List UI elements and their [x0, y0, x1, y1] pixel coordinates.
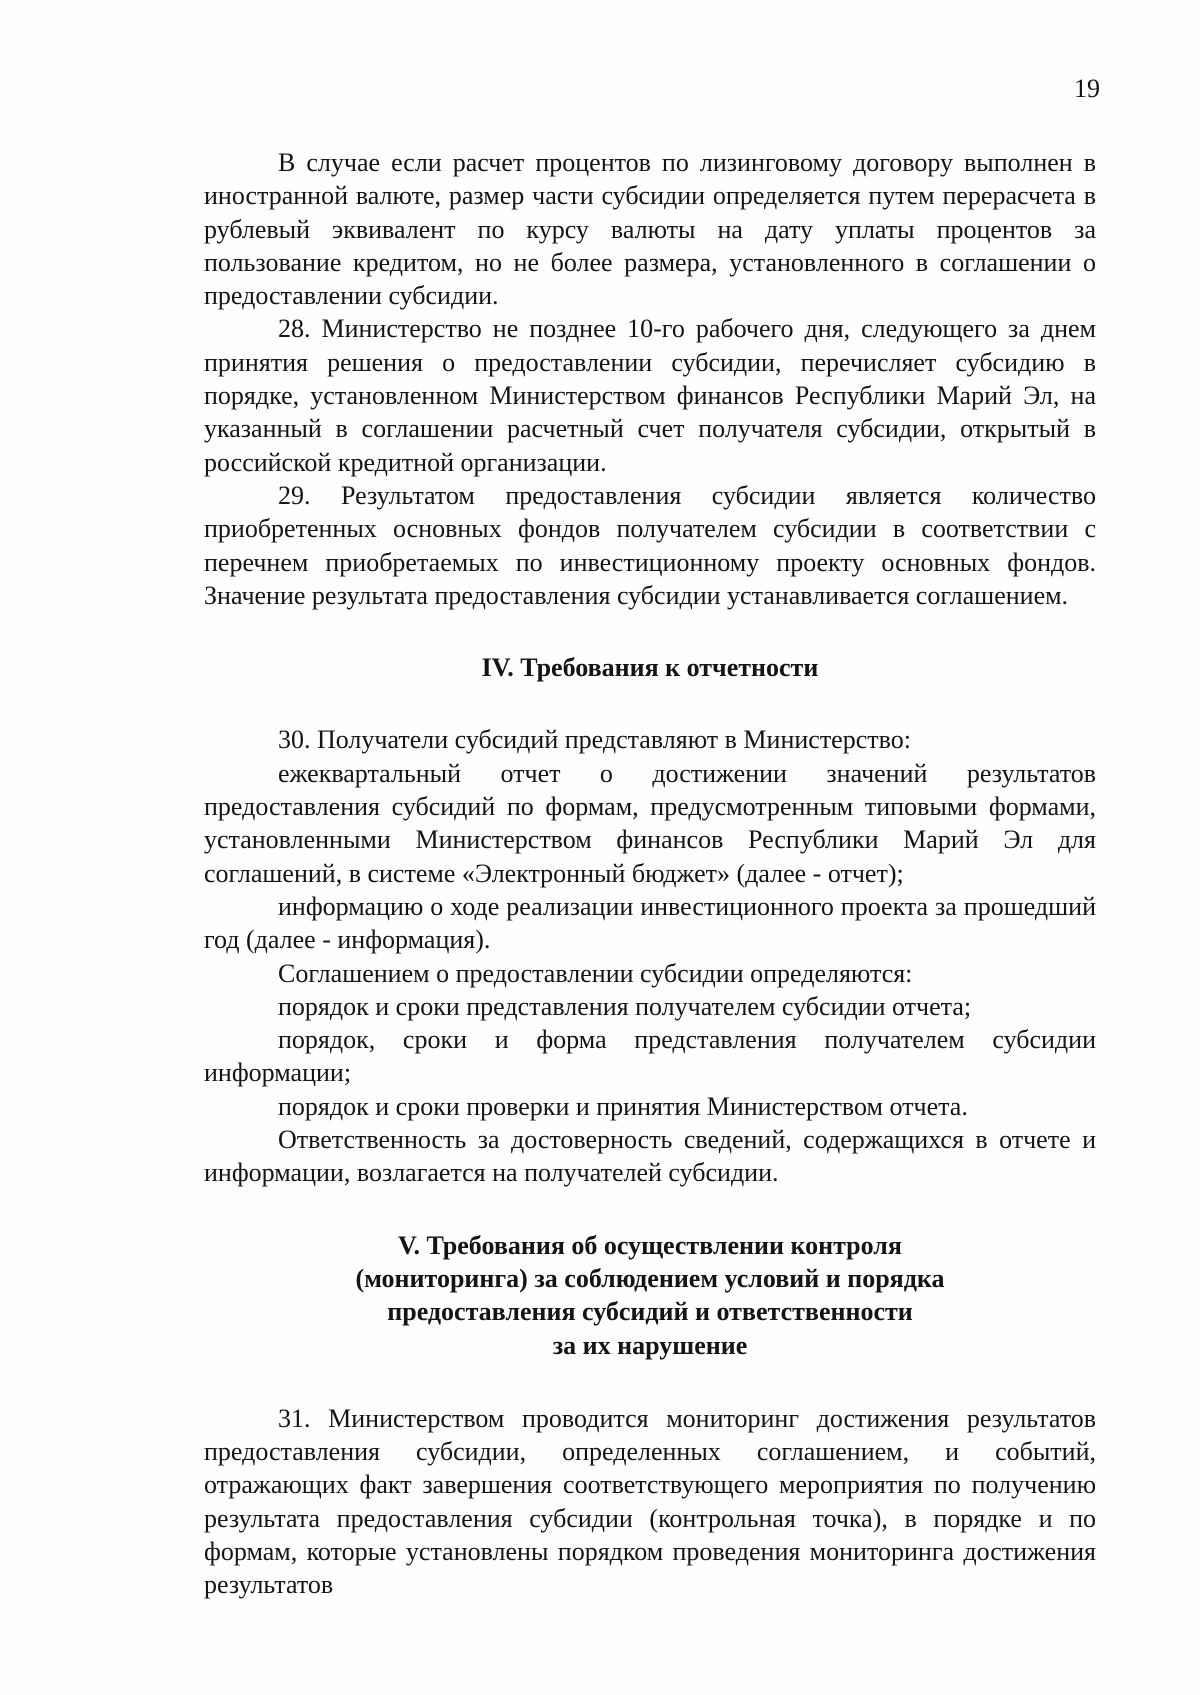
- section-heading-control-line: V. Требования об осуществлении контроля: [398, 1230, 902, 1260]
- paragraph-31: 31. Министерством проводится мониторинг достижения результатов предоставления субсидии, определенных соглашением, и событий, отражающих факт завершения соответствующего мероприятия по получению результата предоставления субсидии (контрольная точка), в порядке и по формам, которые установлены порядком проведения мониторинга достижения результатов: [204, 1403, 1096, 1600]
- paragraph-29: 29. Результатом предоставления субсидии является количество приобретенных основных фондов получателем субсидии в соответствии с перечнем приобретаемых по инвестиционному проекту основных фондов. Значение результата предоставления субсидии устанавливается соглашением.: [204, 480, 1096, 610]
- paragraph-30: 30. Получатели субсидий представляют в Министерство:: [278, 725, 911, 755]
- paragraph-project-info: информацию о ходе реализации инвестиционного проекта за прошедший год (далее - информация).: [204, 891, 1096, 955]
- paragraph-quarterly-report: ежеквартальный отчет о достижении значений результатов предоставления субсидий по формам, предусмотренным типовыми формами, установленными Министерством финансов Республики Марий Эл для соглашений, в системе «Электронный бюджет» (далее - отчет);: [204, 758, 1096, 888]
- paragraph-report-order: порядок и сроки представления получателем субсидии отчета;: [278, 991, 972, 1021]
- paragraph-currency-recalc: В случае если расчет процентов по лизинговому договору выполнен в иностранной валюте, размер части субсидии определяется путем перерасчета в рублевый эквивалент по курсу валюты на дату уплаты процентов за пользование кредитом, но не более размера, установленного в соглашении о предоставлении субсидии.: [204, 148, 1096, 311]
- paragraph-info-order: порядок, сроки и форма представления получателем субсидии информации;: [204, 1025, 1096, 1088]
- paragraph-agreement-defines: Соглашением о предоставлении субсидии определяются:: [278, 958, 913, 988]
- paragraph-28: 28. Министерство не позднее 10-го рабочего дня, следующего за днем принятия решения о предоставлении субсидии, перечисляет субсидию в порядке, установленном Министерством финансов Республики Марий Эл, на указанный в соглашении расчетный счет получателя субсидии, открытый в российской кредитной организации.: [204, 314, 1096, 477]
- section-heading-control-line: (мониторинга) за соблюдением условий и порядка: [355, 1263, 945, 1293]
- section-heading-control: [204, 1229, 1096, 1362]
- paragraph-responsibility: Ответственность за достоверность сведений, содержащихся в отчете и информации, возлагается на получателей субсидии.: [204, 1125, 1096, 1188]
- section-heading-control-line: за их нарушение: [552, 1330, 748, 1360]
- paragraph-verification-order: порядок и сроки проверки и принятия Министерством отчета.: [278, 1091, 968, 1121]
- document-body: [204, 146, 1096, 1602]
- section-heading-control-line: предоставления субсидий и ответственности: [387, 1297, 913, 1327]
- section-heading-reporting: IV. Требования к отчетности: [481, 653, 819, 683]
- page-number: 19: [1074, 74, 1100, 103]
